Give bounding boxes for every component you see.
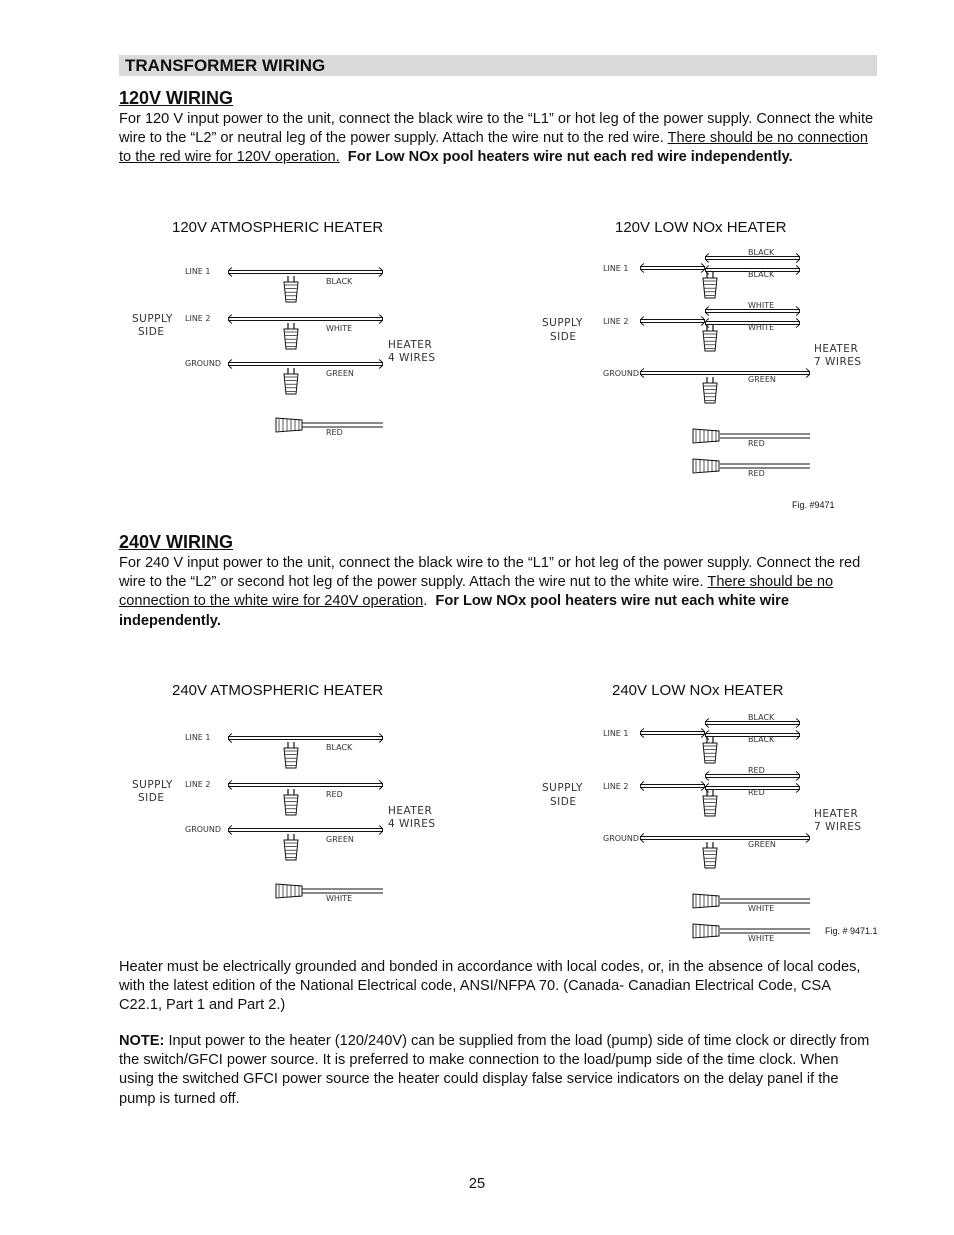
- row-label: LINE 1: [603, 264, 629, 273]
- wire-bundle: [228, 315, 383, 324]
- supply-side-label: SUPPLY: [132, 313, 173, 325]
- wire-nut: [693, 894, 719, 908]
- wire-color-label: WHITE: [326, 894, 353, 903]
- wire-bundle: [228, 734, 383, 743]
- wire-bundle: [640, 782, 705, 791]
- wire-color-label: WHITE: [326, 324, 353, 333]
- wire-color-label: WHITE: [748, 301, 775, 310]
- wire-bundle: [228, 781, 383, 790]
- heater-wires-label: 4 WIRES: [388, 818, 436, 830]
- wire-color-label: BLACK: [748, 248, 775, 257]
- row-label: LINE 1: [603, 729, 629, 738]
- wire-end: [706, 254, 710, 263]
- wire-color-label: BLACK: [748, 735, 775, 744]
- diagram-title-240v-atmospheric: 240V ATMOSPHERIC HEATER: [172, 682, 384, 699]
- wire-color-label: WHITE: [748, 934, 775, 943]
- wire-bundle: [228, 268, 383, 277]
- row-label: GROUND: [185, 825, 222, 834]
- heater-wires-label: 7 WIRES: [814, 356, 862, 368]
- nut-body: [693, 429, 719, 443]
- nut-body: [276, 418, 302, 432]
- wire-end: [229, 826, 233, 835]
- heater-label: HEATER: [814, 808, 859, 820]
- wire-end: [701, 782, 705, 791]
- paragraph-240v-period: .: [423, 593, 428, 610]
- wire-nut: [284, 834, 298, 860]
- wire-nut: [276, 884, 302, 898]
- wire-end: [641, 369, 645, 378]
- supply-side-label: SIDE: [138, 792, 165, 804]
- wire-nut: [703, 377, 717, 403]
- wire-bundle: [640, 729, 705, 738]
- supply-side-label: SIDE: [138, 326, 165, 338]
- wire-end: [229, 734, 233, 743]
- wire-bundle: [228, 360, 383, 369]
- wire-end: [701, 264, 705, 273]
- wire-color-label: RED: [748, 766, 765, 775]
- wire-nut: [703, 272, 717, 298]
- wire-color-label: WHITE: [748, 904, 775, 913]
- wire-end: [796, 254, 800, 263]
- paragraph-240v-text: For 240 V input power to the unit, connect the black wire to the “L1” or hot leg of the power supply. Connect the red wire to the “L2” or second hot leg of the power supply. Attach the wire nut to the white wire.: [119, 555, 861, 591]
- wire-color-label: BLACK: [748, 713, 775, 722]
- wire-end: [379, 268, 383, 277]
- wire-color-label: BLACK: [748, 270, 775, 279]
- supply-side-label: SUPPLY: [132, 779, 173, 791]
- heater-wires-label: 7 WIRES: [814, 821, 862, 833]
- wire-bundle: [640, 369, 810, 378]
- supply-side-label: SUPPLY: [542, 782, 583, 794]
- nut-body: [693, 894, 719, 908]
- wire-nut: [284, 789, 298, 815]
- wire-end: [229, 360, 233, 369]
- heater-label: HEATER: [388, 805, 433, 817]
- note-text: Input power to the heater (120/240V) can be supplied from the load (pump) side of time clock or directly from the switch/GFCI power source. It is preferred to make connection to the load/pump side of the time clock. When using the switched GFCI power source the heater could display false service indicators on the delay panel if the pump is turned off.: [119, 1033, 870, 1107]
- supply-side-label: SIDE: [550, 796, 577, 808]
- row-label: GROUND: [603, 369, 640, 378]
- wire-end: [706, 719, 710, 728]
- wire-end: [806, 834, 810, 843]
- page-number: 25: [468, 1176, 486, 1192]
- supply-side-label: SIDE: [550, 331, 577, 343]
- row-label: GROUND: [185, 359, 222, 368]
- nut-body: [693, 924, 719, 938]
- wire-nut: [703, 737, 717, 763]
- wire-bundle: [640, 317, 705, 326]
- wire-color-label: BLACK: [326, 277, 353, 286]
- paragraph-120v-bold: For Low NOx pool heaters wire nut each red wire independently.: [347, 149, 793, 166]
- wire-nut: [693, 429, 719, 443]
- row-label: LINE 1: [185, 267, 211, 276]
- wire-end: [796, 772, 800, 781]
- wire-end: [379, 360, 383, 369]
- wire-end: [379, 781, 383, 790]
- nut-body: [693, 459, 719, 473]
- diagram-title-120v-lownox: 120V LOW NOx HEATER: [615, 219, 787, 236]
- wire-color-label: GREEN: [326, 835, 354, 844]
- wire-end: [379, 734, 383, 743]
- wire-end: [379, 826, 383, 835]
- wire-end: [706, 307, 710, 316]
- wire-end: [701, 317, 705, 326]
- wire-end: [229, 315, 233, 324]
- row-label: LINE 2: [603, 317, 629, 326]
- wire-nut: [284, 742, 298, 768]
- wire-end: [641, 834, 645, 843]
- paragraph-120v-underline: There should be no connection to the red wire for 120V operation.: [119, 130, 869, 166]
- supply-side-label: SUPPLY: [542, 317, 583, 329]
- wire-nut: [284, 276, 298, 302]
- row-label: LINE 2: [185, 314, 211, 323]
- wire-end: [796, 319, 800, 328]
- wire-end: [229, 781, 233, 790]
- wire-color-label: RED: [326, 790, 343, 799]
- wire-bundle: [640, 264, 705, 273]
- heater-label: HEATER: [814, 343, 859, 355]
- section-title: TRANSFORMER WIRING: [125, 56, 326, 75]
- heater-wires-label: 4 WIRES: [388, 352, 436, 364]
- figure-number-9471-1: Fig. # 9471.1: [825, 926, 878, 936]
- grounding-paragraph: Heater must be electrically grounded and bonded in accordance with local codes, or, in the absence of local codes, with the latest edition of the National Electrical code, ANSI/NFPA 70. (Canada- Canadian Electrical Code, CSA C22.1, Part 1 and Part 2.): [119, 959, 861, 1014]
- paragraph-120v-text: For 120 V input power to the unit, connect the black wire to the “L1” or hot leg of the power supply. Connect the white wire to the “L2” or neutral leg of the power supply. Attach the wire nut to the red wire.: [119, 111, 874, 147]
- wire-color-label: RED: [748, 469, 765, 478]
- wire-nut: [703, 325, 717, 351]
- nut-body: [276, 884, 302, 898]
- row-label: LINE 2: [603, 782, 629, 791]
- wire-color-label: GREEN: [748, 840, 776, 849]
- wire-color-label: WHITE: [748, 323, 775, 332]
- wire-color-label: RED: [748, 439, 765, 448]
- row-label: GROUND: [603, 834, 640, 843]
- wire-end: [701, 729, 705, 738]
- wire-nut: [276, 418, 302, 432]
- wire-bundle: [640, 834, 810, 843]
- wire-end: [706, 772, 710, 781]
- heading-120v: 120V WIRING: [119, 88, 234, 108]
- wire-nut: [703, 842, 717, 868]
- heading-240v: 240V WIRING: [119, 532, 234, 552]
- wire-end: [379, 315, 383, 324]
- wire-end: [806, 369, 810, 378]
- note-label: NOTE:: [119, 1033, 165, 1049]
- wire-color-label: GREEN: [326, 369, 354, 378]
- paragraph-240v-underline: There should be no connection to the white wire for 240V operation: [119, 574, 834, 610]
- wire-end: [229, 268, 233, 277]
- wire-color-label: RED: [748, 788, 765, 797]
- wire-end: [641, 729, 645, 738]
- diagram-title-240v-lownox: 240V LOW NOx HEATER: [612, 682, 784, 699]
- wire-color-label: BLACK: [326, 743, 353, 752]
- row-label: LINE 1: [185, 733, 211, 742]
- diagram-title-120v-atmospheric: 120V ATMOSPHERIC HEATER: [172, 219, 384, 236]
- wire-color-label: GREEN: [748, 375, 776, 384]
- wire-nut: [693, 459, 719, 473]
- wire-end: [796, 731, 800, 740]
- heater-label: HEATER: [388, 339, 433, 351]
- wire-end: [796, 266, 800, 275]
- wire-end: [796, 307, 800, 316]
- wire-color-label: RED: [326, 428, 343, 437]
- wire-end: [796, 719, 800, 728]
- wire-end: [641, 782, 645, 791]
- figure-number-9471: Fig. #9471: [792, 500, 835, 510]
- row-label: LINE 2: [185, 780, 211, 789]
- wire-nut: [284, 323, 298, 349]
- wire-end: [796, 784, 800, 793]
- wire-bundle: [228, 826, 383, 835]
- wire-end: [641, 264, 645, 273]
- wire-nut: [703, 790, 717, 816]
- wire-nut: [284, 368, 298, 394]
- wire-nut: [693, 924, 719, 938]
- wire-end: [641, 317, 645, 326]
- paragraph-240v-bold: For Low NOx pool heaters wire nut each white wire independently.: [119, 593, 789, 629]
